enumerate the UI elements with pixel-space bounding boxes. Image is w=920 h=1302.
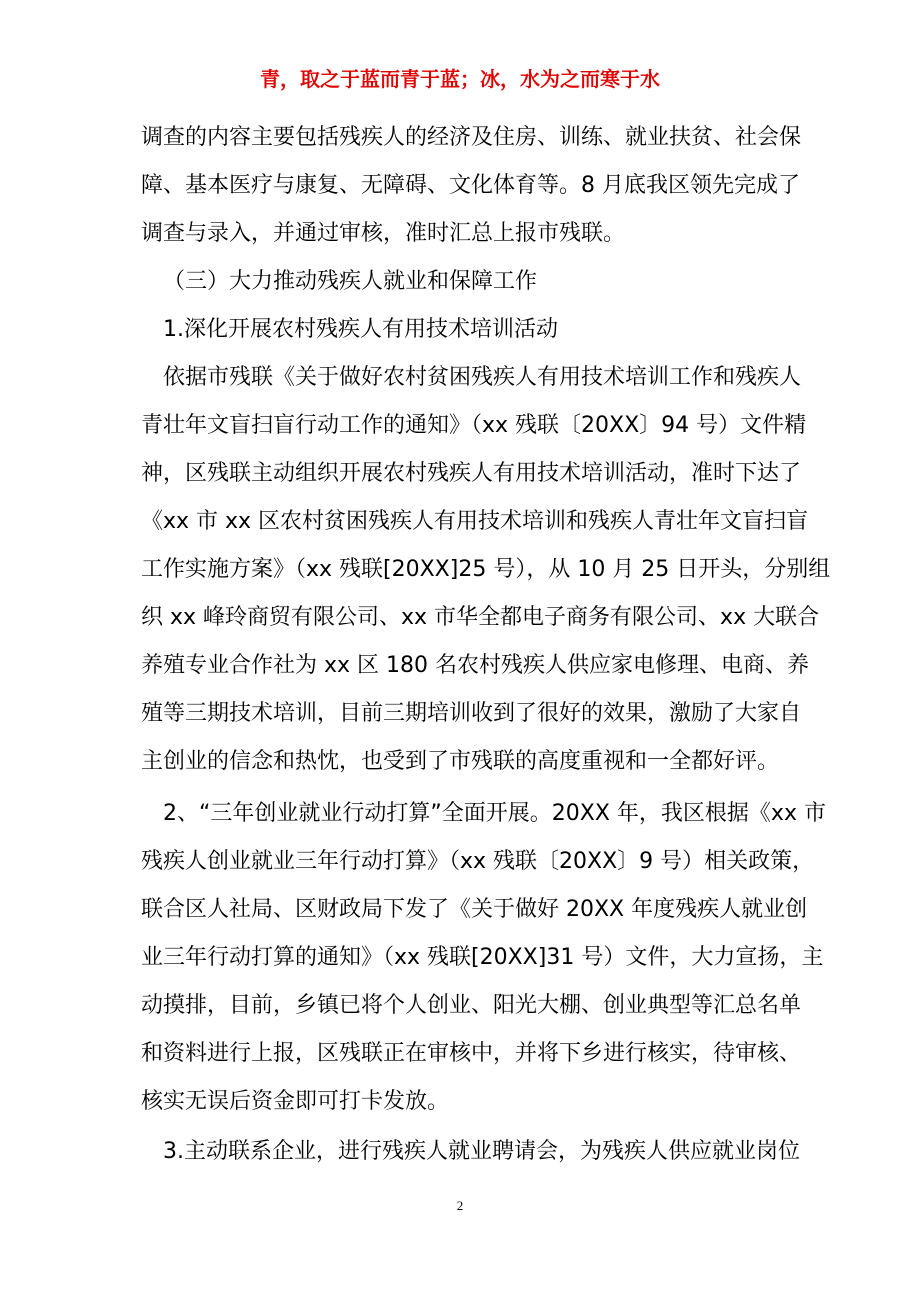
paragraph-job-fair [141,1128,800,1176]
paragraph-training [141,354,831,786]
text-line: 调查的内容主要包括残疾人的经济及住房、训练、就业扶贫、社会保 [141,125,802,150]
text-line: 养殖专业合作社为 xx 区 180 名农村残疾人供应家电修理、电商、养 [141,653,810,678]
header-motto: 青，取之于蓝而青于蓝；冰，水为之而寒于水 [260,67,660,91]
section-heading [141,258,781,306]
text-line: 神，区残联主动组织开展农村残疾人有用技术培训活动，准时下达了 [141,461,802,486]
text-line: 织 xx 峰玲商贸有限公司、xx 市华全都电子商务有限公司、xx 大联合 [141,605,820,630]
text-line: 联合区人社局、区财政局下发了《关于做好 20XX 年度残疾人就业创 [141,897,808,922]
text-line: 殖等三期技术培训，目前三期培训收到了很好的效果，激励了大家自 [141,701,802,726]
text-line: 和资料进行上报，区残联正在审核中，并将下乡进行核实，待审核、 [141,1041,802,1066]
text-line: 残疾人创业就业三年行动打算》（xx 残联〔20XX〕9 号）相关政策， [141,849,815,874]
text-line: 动摸排，目前，乡镇已将个人创业、阳光大棚、创业典型等汇总名单 [141,993,802,1018]
text-line: 青壮年文盲扫盲行动工作的通知》（xx 残联〔20XX〕94 号）文件精 [141,413,807,438]
text-line: 核实无误后资金即可打卡发放。 [141,1089,450,1114]
text-line: 依据市残联《关于做好农村贫困残疾人有用技术培训工作和残疾人 [163,365,802,390]
paragraph-survey [141,114,802,258]
text-line: 工作实施方案》（xx 残联[20XX]25 号），从 10 月 25 日开头，分别组 [141,557,831,582]
text-line: 调查与录入，并通过审核，准时汇总上报市残联。 [141,221,626,246]
text-line: 障、基本医疗与康复、无障碍、文化体育等。8 月底我区领先完成了 [141,173,800,198]
page-number: 2 [456,1198,464,1213]
sub-heading-training [141,306,781,354]
text-line: 2、“三年创业就业行动打算”全面开展。20XX 年，我区根据《xx 市 [163,801,826,826]
text-line: 主创业的信念和热忱，也受到了市残联的高度重视和一全都好评。 [141,749,780,774]
text-line: 《xx 市 xx 区农村贫困残疾人有用技术培训和残疾人青壮年文盲扫盲 [141,509,809,534]
sub-heading-text: 1.深化开展农村残疾人有用技术培训活动 [163,317,558,342]
paragraph-three-year-plan [141,790,826,1126]
text-line: 业三年行动打算的通知》（xx 残联[20XX]31 号）文件，大力宣扬，主 [141,945,824,970]
section-heading-text: （三）大力推动残疾人就业和保障工作 [163,269,538,294]
text-line: 3.主动联系企业，进行残疾人就业聘请会，为残疾人供应就业岗位 [163,1139,800,1164]
